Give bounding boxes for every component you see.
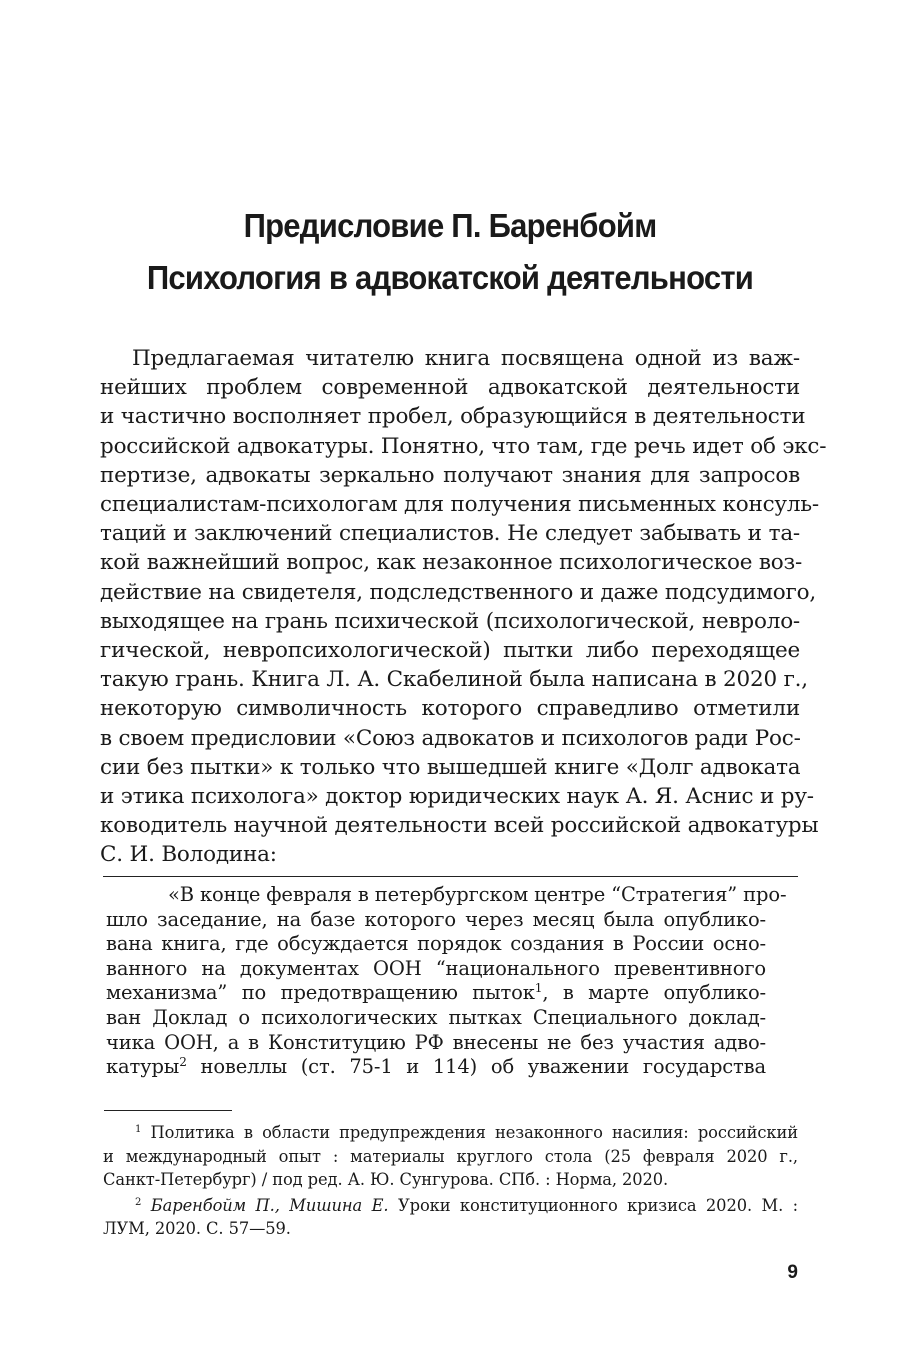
quote-line: [106, 1055, 766, 1080]
footnote-1-line: [103, 1121, 798, 1145]
footnote-2-line: ЛУМ, 2020. С. 57—59.: [103, 1219, 291, 1239]
body-line: таций и заключений специалистов. Не следует забывать и та-: [100, 521, 800, 547]
body-line: пертизе, адвокаты зеркально получают знания для запросов: [100, 462, 800, 488]
footnote-2-number: 2: [135, 1196, 142, 1208]
body-line: ководитель научной деятельности всей российской адвокатуры: [100, 813, 819, 839]
quote-line: чика ООН, а в Конституцию РФ внесены не без участия адво-: [106, 1030, 766, 1054]
page-number: 9: [787, 1262, 798, 1283]
footnote-2-text: Уроки конституционного кризиса 2020. М. :: [388, 1195, 798, 1215]
body-line: Предлагаемая читателю книга посвящена одной из важ-: [132, 346, 800, 371]
body-line: нейших проблем современной адвокатской деятельности: [100, 375, 800, 401]
quote-text: механизма” по предотвращению пыток: [106, 981, 535, 1005]
body-line: и частично восполняет пробел, образующийся в деятельности: [100, 404, 806, 430]
body-line: С. И. Володина:: [100, 842, 277, 868]
footnote-1-line: и международный опыт : материалы круглого стола (25 февраля 2020 г.,: [103, 1146, 798, 1166]
body-line: специалистам-психологам для получения письменных консуль-: [100, 492, 819, 518]
footnote-1-number: 1: [135, 1123, 142, 1135]
quote-line: шло заседание, на базе которого через месяц была опублико-: [106, 907, 766, 931]
quote-line: ванного на документах ООН “национального превентивного: [106, 956, 766, 980]
quote-text: новеллы (ст. 75-1 и 114) об уважении государства: [186, 1055, 766, 1079]
heading-line-2: Психология в адвокатской деятельности: [146, 259, 754, 296]
quote-line: [106, 981, 766, 1006]
footnote-2-authors: Баренбойм П., Мишина Е.: [141, 1195, 389, 1215]
body-line: российской адвокатуры. Понятно, что там, где речь идет об экс-: [100, 433, 827, 459]
quote-text: катуры: [106, 1055, 180, 1079]
quote-text: , в марте опублико-: [542, 981, 766, 1005]
body-line: в своем предисловии «Союз адвокатов и психологов ради Рос-: [100, 725, 801, 751]
body-line: сии без пытки» к только что вышедшей книге «Долг адвоката: [100, 754, 801, 780]
quote-line: вана книга, где обсуждается порядок создания в России осно-: [106, 932, 766, 956]
footnote-ref-1[interactable]: 1: [534, 981, 543, 996]
block-quote: [106, 883, 787, 1080]
quote-line: ван Доклад о психологических пытках Специального доклад-: [106, 1005, 766, 1029]
body-line: гической, невропсихологической) пытки либо переходящее: [100, 638, 800, 664]
body-paragraph: [100, 344, 827, 870]
footnote-2-line: [103, 1194, 798, 1218]
heading-line-1: Предисловие П. Баренбойм: [243, 207, 657, 244]
body-line: кой важнейший вопрос, как незаконное психологическое воз-: [100, 550, 803, 576]
footnote-1-line: Санкт-Петербург) / под ред. А. Ю. Сунгурова. СПб. : Норма, 2020.: [103, 1170, 669, 1190]
body-line: выходящее на грань психической (психологической, невроло-: [100, 608, 800, 634]
chapter-heading: [121, 200, 779, 304]
footnotes: [103, 1121, 798, 1241]
footnote-1-text: Политика в области предупреждения незаконного насилия: российский: [141, 1123, 798, 1142]
body-line: и этика психолога» доктор юридических наук А. Я. Аснис и ру-: [100, 784, 814, 810]
body-line: некоторую символичность которого справедливо отметили: [100, 696, 800, 722]
body-line: действие на свидетеля, подследственного и даже подсудимого,: [100, 579, 816, 605]
quote-top-rule: [103, 876, 798, 877]
body-line: такую грань. Книга Л. А. Скабелиной была написана в 2020 г.,: [100, 667, 808, 693]
footnote-separator: [104, 1110, 232, 1111]
footnote-ref-2[interactable]: 2: [179, 1054, 187, 1069]
quote-line: «В конце февраля в петербургском центре “Стратегия” про-: [168, 883, 787, 906]
